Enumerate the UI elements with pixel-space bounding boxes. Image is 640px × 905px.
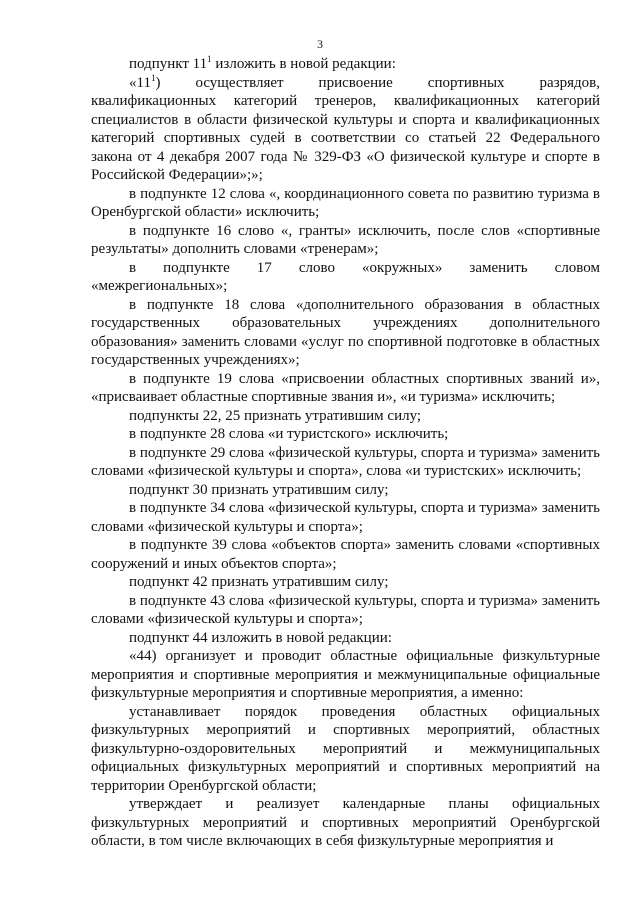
paragraph-subpoints-22-25: подпункты 22, 25 признать утратившим силу;: [129, 407, 422, 424]
paragraph-subpoint-12: в подпункте 12 слова «, координационного совета по развитию туризма в Оренбургской области» исключить;: [91, 185, 600, 220]
paragraph-subpoint-30: подпункт 30 признать утратившим силу;: [129, 481, 389, 498]
paragraph-subpoint-11-1-text: «$11^1$) осуществляет присвоение спортивных разрядов, квалификационных категорий тренеров, квалификационных категорий специалистов в области физической культуры и спорта и квалификационных категорий спортивных судей в соответствии со статьей 22 Федерального закона от 4 декабря 2007 года № 329-ФЗ «О физической культуре и спорте в Российской Федерации»;»;: [91, 72, 600, 183]
superscript: 1: [150, 72, 156, 83]
paragraph-subpoint-17: в подпункте 17 слово «окружных» заменить словом «межрегиональных»;: [91, 259, 600, 294]
paragraph-subpoint-44-text: «44) организует и проводит областные официальные физкультурные мероприятия и спортивные мероприятия и межмуниципальные официальные физкультурные мероприятия и спортивные мероприятия, а именно:: [91, 648, 600, 701]
page-number: 3: [317, 37, 323, 51]
paragraph-subpoint-43: в подпункте 43 слова «физической культуры, спорта и туризма» заменить словами «физической культуры и спорта»;: [91, 592, 600, 627]
paragraph-subpoint-44-intro: подпункт 44 изложить в новой редакции:: [129, 629, 392, 646]
document-body: [91, 55, 600, 851]
paragraph-subpoint-39: в подпункте 39 слова «объектов спорта» заменить словами «спортивных сооружений и иных объектов спорта»;: [91, 537, 600, 572]
paragraph-approves-calendar-plans: утверждает и реализует календарные планы официальных физкультурных мероприятий и спортивных мероприятий Оренбургской области, в том числе включающих в себя физкультурные мероприятия и: [91, 796, 600, 849]
paragraph-subpoint-28: в подпункте 28 слова «и туристского» исключить;: [129, 426, 449, 442]
paragraph-subpoint-11-1-intro: подпункт $11^1$ изложить в новой редакции:: [129, 54, 396, 72]
paragraph-subpoint-34: в подпункте 34 слова «физической культуры, спорта и туризма» заменить словами «физической культуры и спорта»;: [91, 500, 600, 535]
paragraph-subpoint-29: в подпункте 29 слова «физической культуры, спорта и туризма» заменить словами «физической культуры и спорта», слова «и туристских» исключить;: [91, 444, 600, 479]
superscript: 1: [207, 54, 212, 64]
paragraph-subpoint-18: в подпункте 18 слова «дополнительного образования в областных государственных образовательных учреждениях дополнительного образования» заменить словами «услуг по спортивной подготовке в областных государственных учреждениях»;: [91, 296, 600, 368]
paragraph-subpoint-19: в подпункте 19 слова «присвоении областных спортивных званий и», «присваивает областные спортивные звания и», «и туризма» исключить;: [91, 370, 600, 405]
paragraph-subpoint-42: подпункт 42 признать утратившим силу;: [129, 574, 389, 590]
paragraph-establishes-procedure: устанавливает порядок проведения областных официальных физкультурных мероприятий и спортивных мероприятий, областных физкультурно-оздоровительных мероприятий и межмуниципальных официальных физкультурных мероприятий и спортивных мероприятий на территории Оренбургской области;: [91, 703, 600, 794]
paragraph-subpoint-16: в подпункте 16 слово «, гранты» исключить, после слов «спортивные результаты» дополнить словами «тренерам»;: [91, 222, 600, 257]
